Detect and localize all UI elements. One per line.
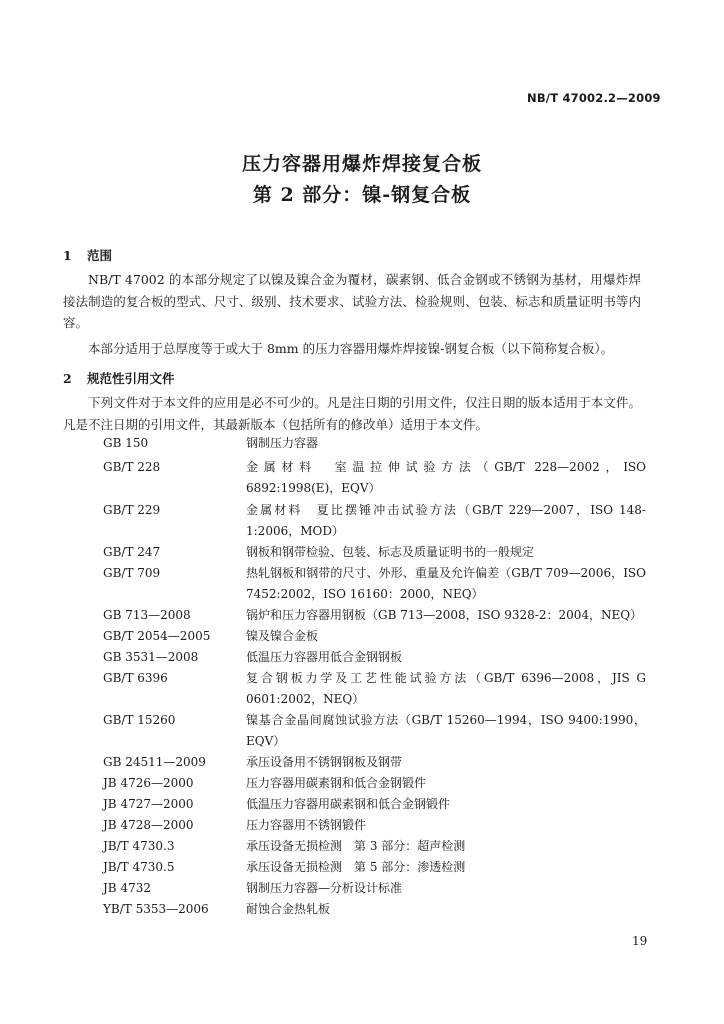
reference-code: YB/T 5353—2006 bbox=[103, 902, 209, 916]
reference-title: 锅炉和压力容器用钢板（GB 713—2008，ISO 9328-2：2004，NEQ） bbox=[246, 608, 643, 622]
reference-title: 低温压力容器用低合金钢钢板 bbox=[246, 650, 403, 664]
reference-code: GB/T 2054—2005 bbox=[103, 629, 211, 643]
section-1-heading bbox=[63, 246, 112, 264]
reference-code: JB/T 4730.3 bbox=[103, 839, 175, 853]
reference-code: GB 713—2008 bbox=[103, 608, 191, 622]
section-number: 1 bbox=[63, 248, 72, 263]
reference-title: 金属材料 夏比摆锤冲击试验方法（GB/T 229—2007，ISO 148-1:2006，MOD） bbox=[246, 503, 646, 538]
reference-title: 钢制压力容器—分析设计标准 bbox=[246, 881, 403, 895]
section-1-paragraph-2: 本部分适用于总厚度等于或大于 8mm 的压力容器用爆炸焊接镍-钢复合板（以下简称复合板）。 bbox=[88, 341, 614, 356]
reference-code: GB/T 228 bbox=[103, 460, 161, 474]
reference-title: 耐蚀合金热轧板 bbox=[246, 902, 331, 916]
reference-title: 压力容器用碳素钢和低合金钢锻件 bbox=[246, 776, 427, 790]
reference-title: 承压设备用不锈钢钢板及钢带 bbox=[246, 755, 403, 769]
reference-title: 压力容器用不锈钢锻件 bbox=[246, 818, 367, 832]
reference-title: 复合钢板力学及工艺性能试验方法（GB/T 6396—2008，JIS G 0601:2002，NEQ） bbox=[246, 671, 646, 706]
page-number: 19 bbox=[632, 934, 648, 948]
reference-code: GB 24511—2009 bbox=[103, 755, 206, 769]
section-2-heading bbox=[63, 369, 175, 387]
reference-title: 金属材料 室温拉伸试验方法（GB/T 228—2002，ISO 6892:1998(E)，EQV） bbox=[246, 460, 646, 495]
section-number: 2 bbox=[63, 371, 72, 386]
reference-code: JB 4727—2000 bbox=[103, 797, 194, 811]
reference-code: JB/T 4730.5 bbox=[103, 860, 175, 874]
reference-code: JB 4732 bbox=[103, 881, 151, 895]
reference-title: 镍及镍合金板 bbox=[246, 629, 319, 643]
reference-code: GB/T 709 bbox=[103, 566, 161, 580]
reference-title: 承压设备无损检测 第 3 部分：超声检测 bbox=[246, 839, 466, 853]
reference-title: 钢板和钢带检验、包装、标志及质量证明书的一般规定 bbox=[246, 545, 535, 559]
reference-code: GB/T 6396 bbox=[103, 671, 168, 685]
section-2-intro: 下列文件对于本文件的应用是必不可少的。凡是注日期的引用文件，仅注日期的版本适用于本文件。凡是不注日期的引用文件，其最新版本（包括所有的修改单）适用于本文件。 bbox=[63, 395, 641, 432]
reference-code: GB 150 bbox=[103, 436, 149, 450]
reference-code: GB/T 229 bbox=[103, 503, 161, 517]
document-title: 压力容器用爆炸焊接复合板 bbox=[241, 153, 482, 175]
reference-title: 低温压力容器用碳素钢和低合金钢锻件 bbox=[246, 797, 451, 811]
standard-code-header: NB/T 47002.2—2009 bbox=[527, 91, 661, 105]
reference-code: JB 4726—2000 bbox=[103, 776, 194, 790]
document-subtitle: 第 2 部分：镍-钢复合板 bbox=[252, 184, 472, 206]
reference-title: 承压设备无损检测 第 5 部分：渗透检测 bbox=[246, 860, 466, 874]
section-title: 范围 bbox=[87, 248, 113, 263]
section-1-paragraph-1: NB/T 47002 的本部分规定了以镍及镍合金为覆材，碳素钢、低合金钢或不锈钢为基材，用爆炸焊接法制造的复合板的型式、尺寸、级别、技术要求、试验方法、检验规则、包装、标志和质量证明书等内容。 bbox=[63, 272, 641, 330]
reference-code: GB 3531—2008 bbox=[103, 650, 199, 664]
reference-title: 钢制压力容器 bbox=[246, 436, 319, 450]
section-title: 规范性引用文件 bbox=[87, 371, 175, 386]
reference-code: GB/T 15260 bbox=[103, 713, 176, 727]
reference-title: 镍基合金晶间腐蚀试验方法（GB/T 15260—1994，ISO 9400:1990，EQV） bbox=[246, 713, 646, 748]
reference-code: JB 4728—2000 bbox=[103, 818, 194, 832]
reference-code: GB/T 247 bbox=[103, 545, 161, 559]
reference-title: 热轧钢板和钢带的尺寸、外形、重量及允许偏差（GB/T 709—2006，ISO 7452:2002，ISO 16160：2000，NEQ） bbox=[246, 566, 646, 601]
